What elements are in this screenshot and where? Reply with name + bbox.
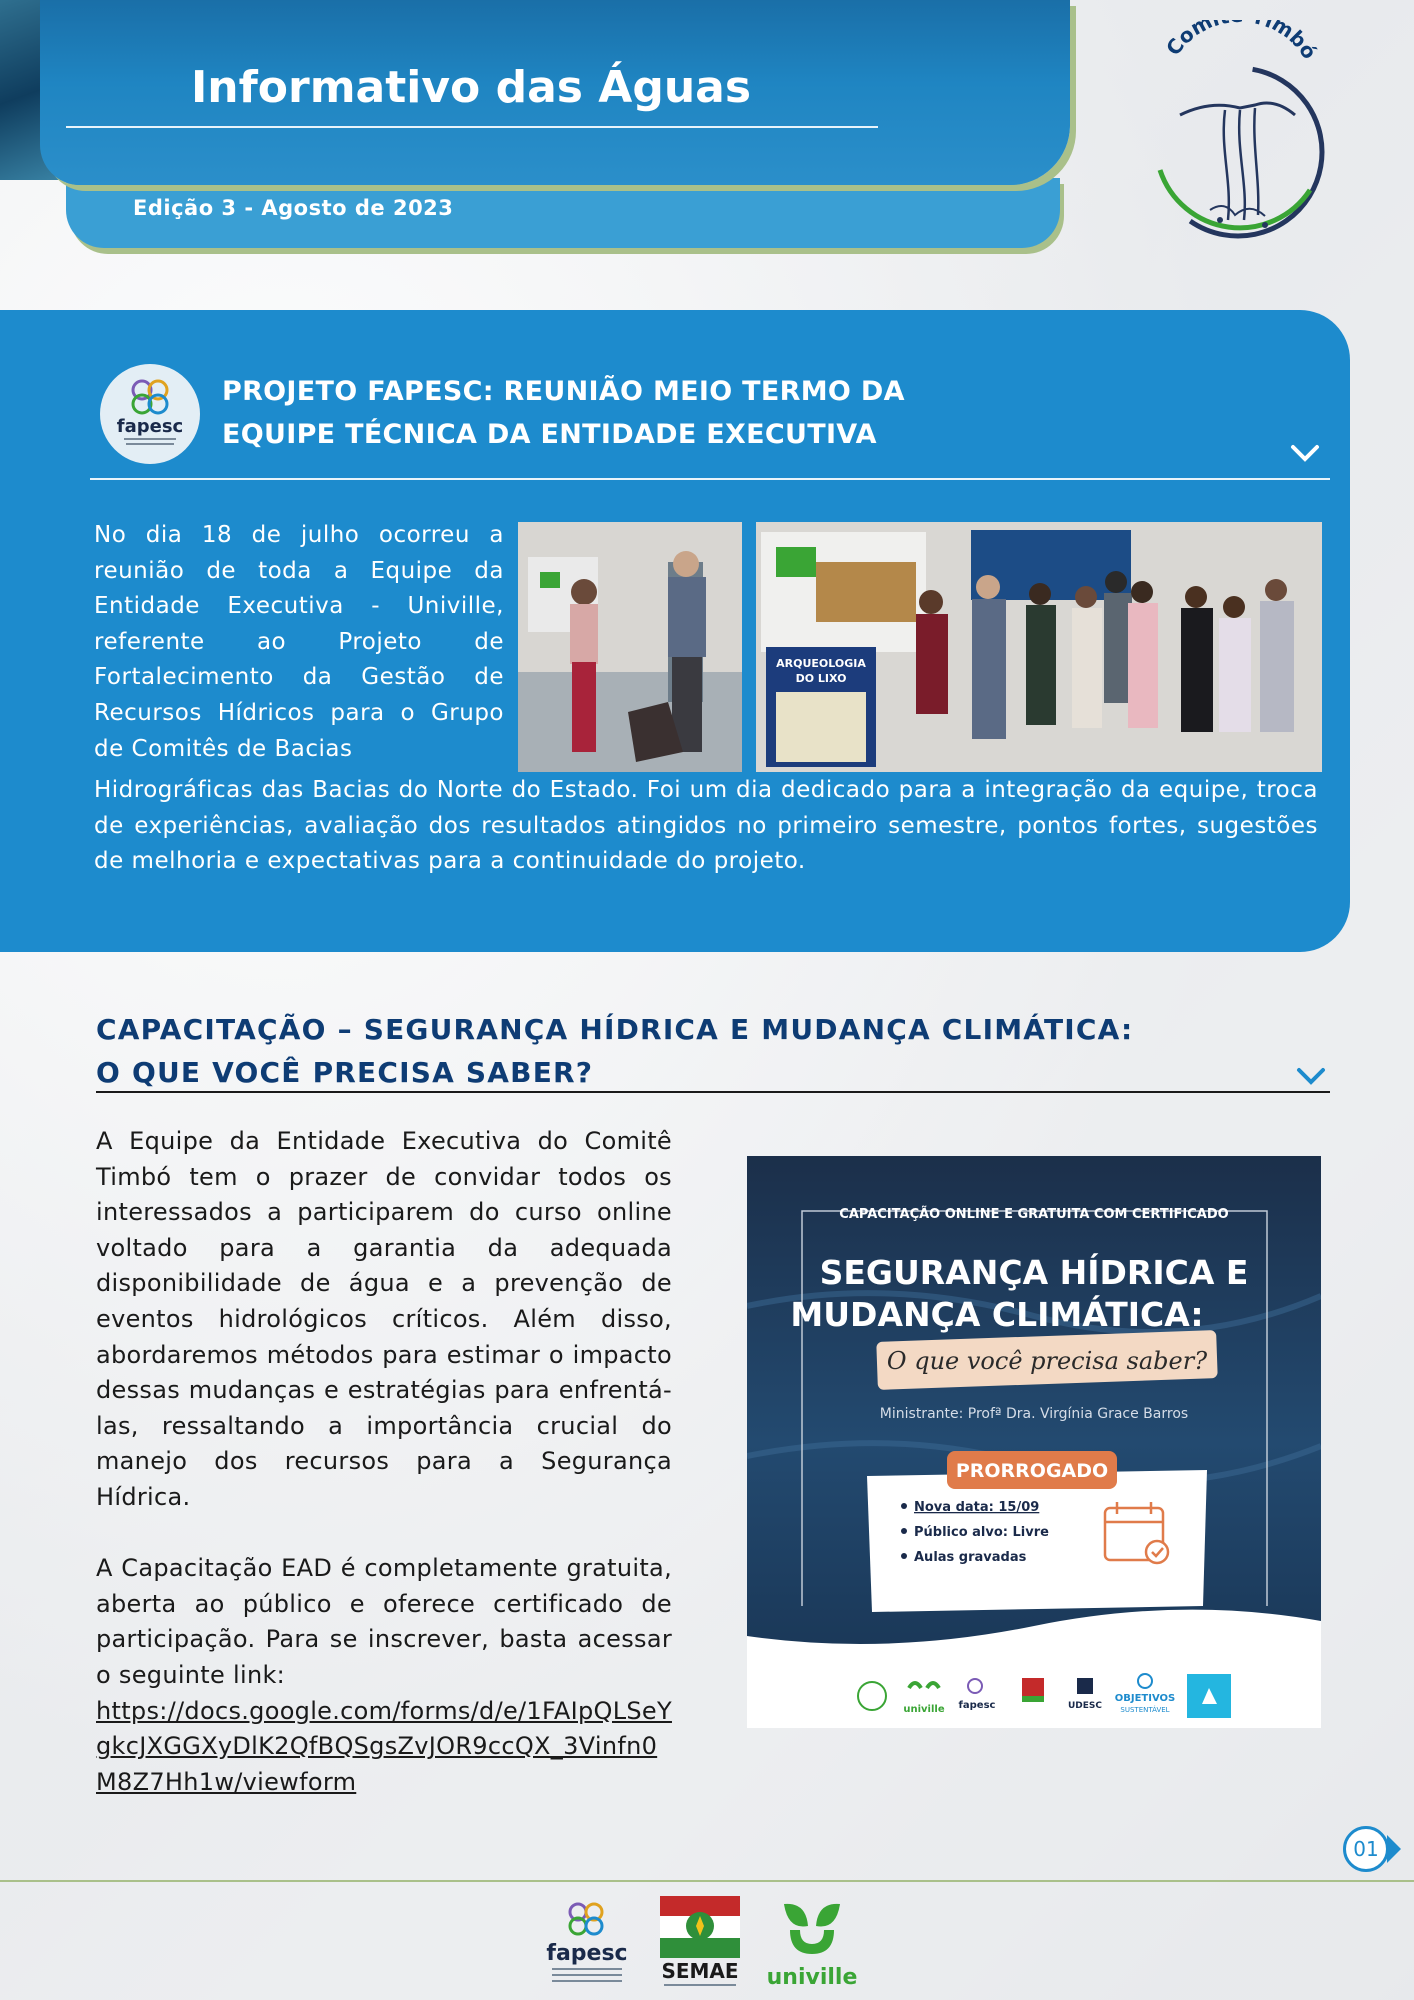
section2-paragraph-invitation: A Equipe da Entidade Executiva do Comitê Timbó tem o prazer de convidar todos os interessados a participarem do curso online voltado para a garantia da adequada disponibilidade de água e a prevenção de eventos hidrológicos críticos. Além disso, abordaremos métodos para estimar o impacto dessas mudanças e estratégias para enfrentá-las, ressaltando a importância crucial do manejo dos recursos para a Segurança Hídrica.: [96, 1127, 672, 1511]
section2-divider: [96, 1091, 1330, 1093]
section1-text-intro: No dia 18 de julho ocorreu a reunião de toda a Equipe da Entidade Executiva - Univille, referente ao Projeto de Fortalecimento da Gestão de Recursos Hídricos para o Grupo de Comitês de Bacias: [94, 522, 504, 762]
footer-divider: [0, 1880, 1414, 1882]
photo-board-text-1: ARQUEOLOGIA: [776, 657, 866, 670]
poster-subtitle: O que você precisa saber?: [886, 1347, 1208, 1375]
poster-logo-sdg-sub: SUSTENTÁVEL: [1120, 1706, 1170, 1714]
comite-timbo-logo: [1140, 20, 1330, 250]
course-poster: [747, 1156, 1321, 1728]
section1-title-line2: EQUIPE TÉCNICA DA ENTIDADE EXECUTIVA: [222, 419, 877, 450]
logo-arc-text: Com imbó: [1161, 20, 1322, 64]
section2-title: [96, 1008, 1296, 1094]
chevron-down-icon[interactable]: [1296, 1066, 1326, 1086]
section1-title-line1: PROJETO FAPESC: REUNIÃO MEIO TERMO DA: [222, 376, 905, 407]
page-number: 01: [1343, 1826, 1389, 1872]
poster-headline-2: MUDANÇA CLIMÁTICA:: [790, 1295, 1204, 1334]
footer-fapesc-logo: [542, 1896, 632, 1996]
section1-text-continued: Hidrográficas das Bacias do Norte do Estado. Foi um dia dedicado para a integração da equipe, troca de experiências, avaliação dos resultados atingidos no primeiro semestre, pontos fortes, sugestões de melhoria e expectativas para a continuidade do projeto.: [94, 777, 1318, 875]
section2-title-line1: CAPACITAÇÃO – SEGURANÇA HÍDRICA E MUDANÇA CLIMÁTICA:: [96, 1013, 1134, 1046]
poster-item-audience: Público alvo: Livre: [914, 1525, 1049, 1540]
svg-text:Comitê Timbó: [1161, 20, 1322, 63]
section2-title-line2: O QUE VOCÊ PRECISA SABER?: [96, 1056, 594, 1089]
footer-semae-text: SEMAE: [661, 1959, 739, 1983]
section2-paragraph-details: A Capacitação EAD é completamente gratuita, aberta ao público e oferece certificado de participação. Para se inscrever, basta acessar o seguinte link:: [96, 1554, 672, 1689]
meeting-photo-presenters: [518, 522, 742, 772]
photo-board-text-2: DO LIXO: [795, 672, 847, 685]
poster-extended-badge: PRORROGADO: [955, 1460, 1109, 1482]
poster-logo-fapesc: fapesc: [958, 1700, 996, 1711]
poster-headline-1: SEGURANÇA HÍDRICA E: [819, 1253, 1249, 1292]
header-divider: [66, 126, 878, 128]
fapesc-badge-logo: [100, 364, 200, 464]
registration-form-link[interactable]: https://docs.google.com/forms/d/e/1FAIpQLSeYgkcJXGGXyDlK2QfBQSgsZvJOR9ccQX_3Vinfn0M8Z7Hh1w/viewform: [96, 1696, 672, 1796]
footer-univille-text: univille: [766, 1965, 858, 1990]
poster-item-recorded: Aulas gravadas: [914, 1550, 1027, 1565]
section1-title: [222, 370, 1022, 456]
newsletter-title: Informativo das Águas: [190, 62, 752, 113]
poster-item-new-date: Nova data: 15/09: [914, 1500, 1040, 1515]
poster-logo-udesc: UDESC: [1067, 1701, 1103, 1711]
footer-semae-logo: [660, 1896, 740, 1996]
meeting-photo-group: [756, 522, 1322, 772]
section2-body: [96, 1124, 672, 1800]
poster-instructor: Ministrante: Profª Dra. Virgínia Grace Barros: [879, 1406, 1189, 1422]
section1-divider: [90, 478, 1330, 480]
page-number-pointer: [1387, 1835, 1401, 1863]
edition-label: Edição 3 - Agosto de 2023: [133, 196, 454, 220]
fapesc-badge-text: fapesc: [116, 416, 184, 437]
poster-logo-sdg-text: OBJETIVOS: [1114, 1693, 1176, 1704]
poster-top-label: CAPACITAÇÃO ONLINE E GRATUITA COM CERTIFICADO: [839, 1207, 1229, 1222]
poster-logo-univille: univille: [903, 1704, 945, 1715]
footer-univille-logo: [762, 1896, 862, 1996]
footer-fapesc-text: fapesc: [546, 1941, 628, 1966]
chevron-down-icon[interactable]: [1290, 443, 1320, 463]
